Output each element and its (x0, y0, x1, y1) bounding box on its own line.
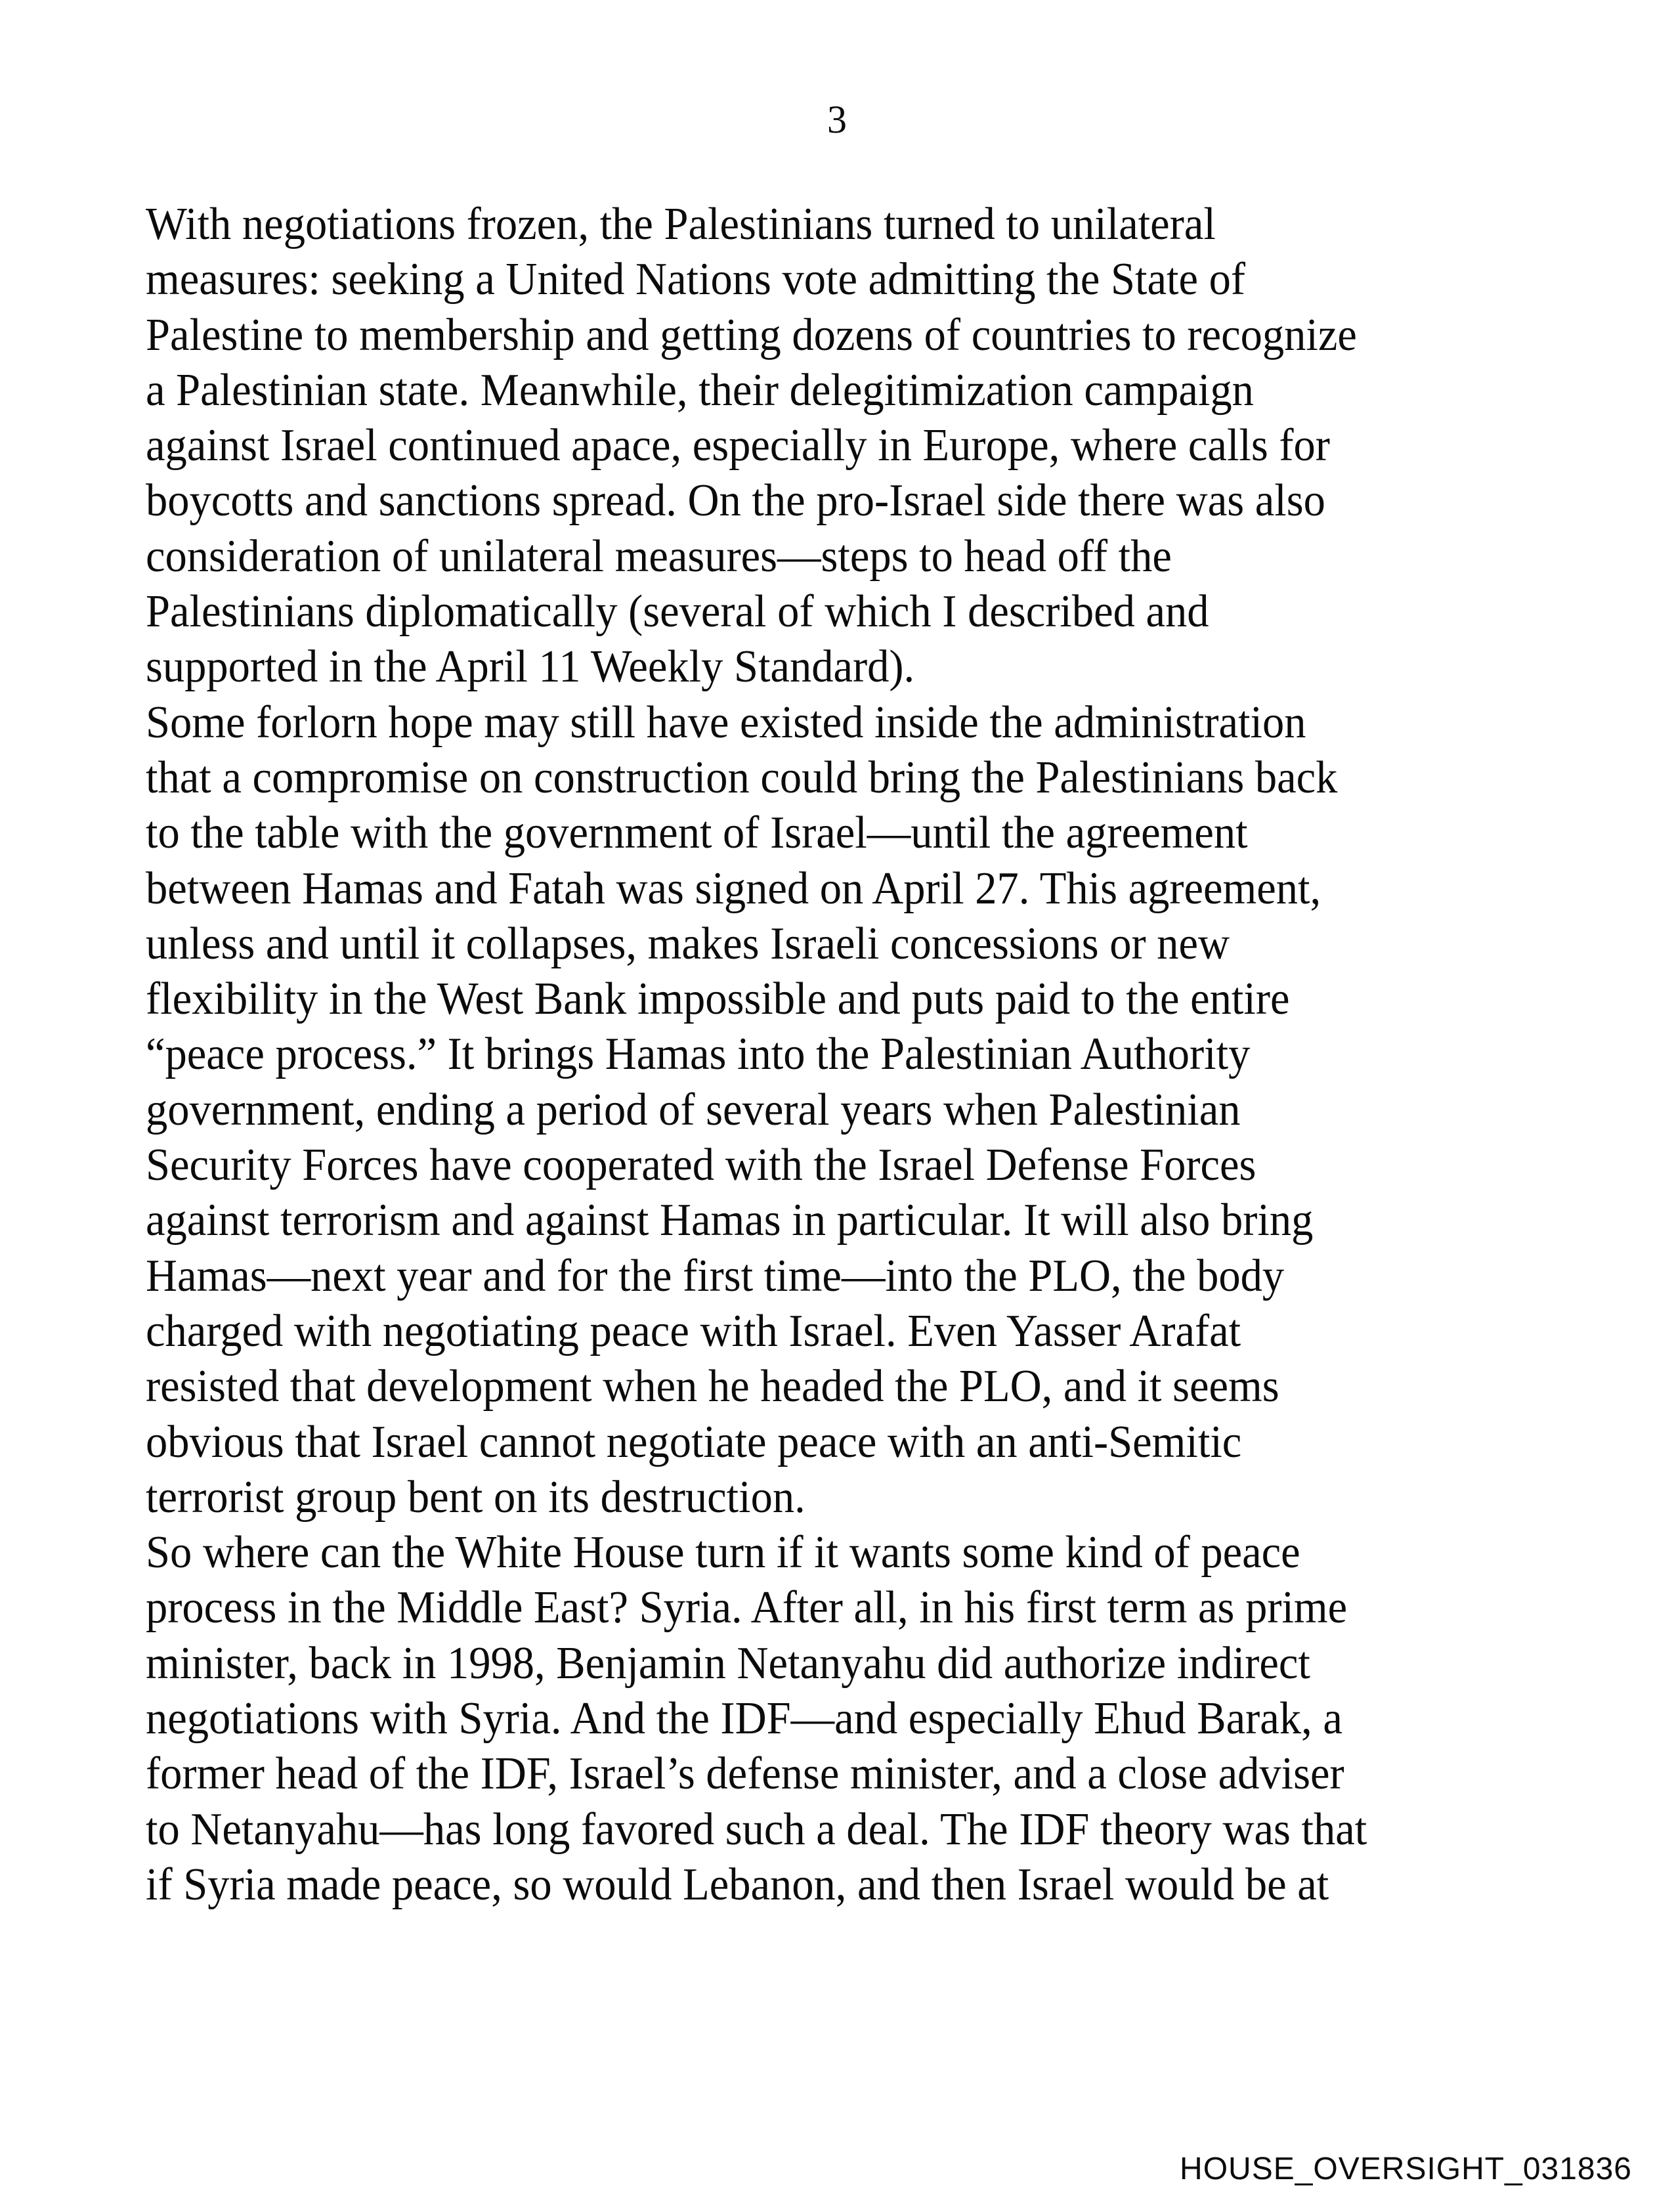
body-line: a Palestinian state. Meanwhile, their delegitimization campaign (146, 364, 1254, 416)
body-line: flexibility in the West Bank impossible and puts paid to the entire (146, 974, 1290, 1025)
body-line: obvious that Israel cannot negotiate peace with an anti-Semitic (146, 1416, 1242, 1467)
body-line: Some forlorn hope may still have existed inside the administration (146, 697, 1306, 748)
body-line: measures: seeking a United Nations vote admitting the State of (146, 254, 1246, 305)
body-line: to Netanyahu—has long favored such a deal. The IDF theory was that (146, 1804, 1367, 1855)
body-line: Hamas—next year and for the first time—into the PLO, the body (146, 1250, 1285, 1301)
body-line: So where can the White House turn if it wants some kind of peace (146, 1527, 1300, 1578)
body-line: Security Forces have cooperated with the Israel Defense Forces (146, 1140, 1256, 1191)
bates-number: HOUSE_OVERSIGHT_031836 (1180, 2152, 1632, 2186)
body-line: Palestine to membership and getting dozens of countries to recognize (146, 309, 1357, 360)
body-line: that a compromise on construction could bring the Palestinians back (146, 752, 1338, 803)
body-line: against terrorism and against Hamas in particular. It will also bring (146, 1195, 1314, 1246)
body-line: charged with negotiating peace with Israel. Even Yasser Arafat (146, 1305, 1241, 1356)
body-line: boycotts and sanctions spread. On the pro-Israel side there was also (146, 475, 1325, 527)
body-line: former head of the IDF, Israel’s defense minister, and a close adviser (146, 1748, 1344, 1800)
body-line: against Israel continued apace, especially in Europe, where calls for (146, 420, 1330, 471)
body-line: between Hamas and Fatah was signed on April 27. This agreement, (146, 863, 1321, 914)
document-body (146, 197, 1590, 1913)
body-line: if Syria made peace, so would Lebanon, and then Israel would be at (146, 1859, 1329, 1910)
page-number: 3 (827, 98, 847, 141)
body-line: minister, back in 1998, Benjamin Netanyahu did authorize indirect (146, 1637, 1310, 1689)
body-line: “peace process.” It brings Hamas into the Palestinian Authority (146, 1029, 1251, 1080)
body-line: to the table with the government of Israel—until the agreement (146, 808, 1248, 859)
body-line: negotiations with Syria. And the IDF—and especially Ehud Barak, a (146, 1693, 1342, 1745)
body-line: supported in the April 11 Weekly Standard). (146, 641, 915, 693)
body-line: process in the Middle East? Syria. After all, in his first term as prime (146, 1582, 1348, 1634)
body-line: resisted that development when he headed the PLO, and it seems (146, 1361, 1279, 1412)
body-line: terrorist group bent on its destruction. (146, 1471, 805, 1523)
body-line: government, ending a period of several years when Palestinian (146, 1084, 1241, 1135)
body-line: consideration of unilateral measures—steps to head off the (146, 531, 1172, 582)
body-line: Palestinians diplomatically (several of which I described and (146, 586, 1209, 638)
body-line: With negotiations frozen, the Palestinians turned to unilateral (146, 199, 1216, 249)
body-line: unless and until it collapses, makes Israeli concessions or new (146, 918, 1230, 969)
